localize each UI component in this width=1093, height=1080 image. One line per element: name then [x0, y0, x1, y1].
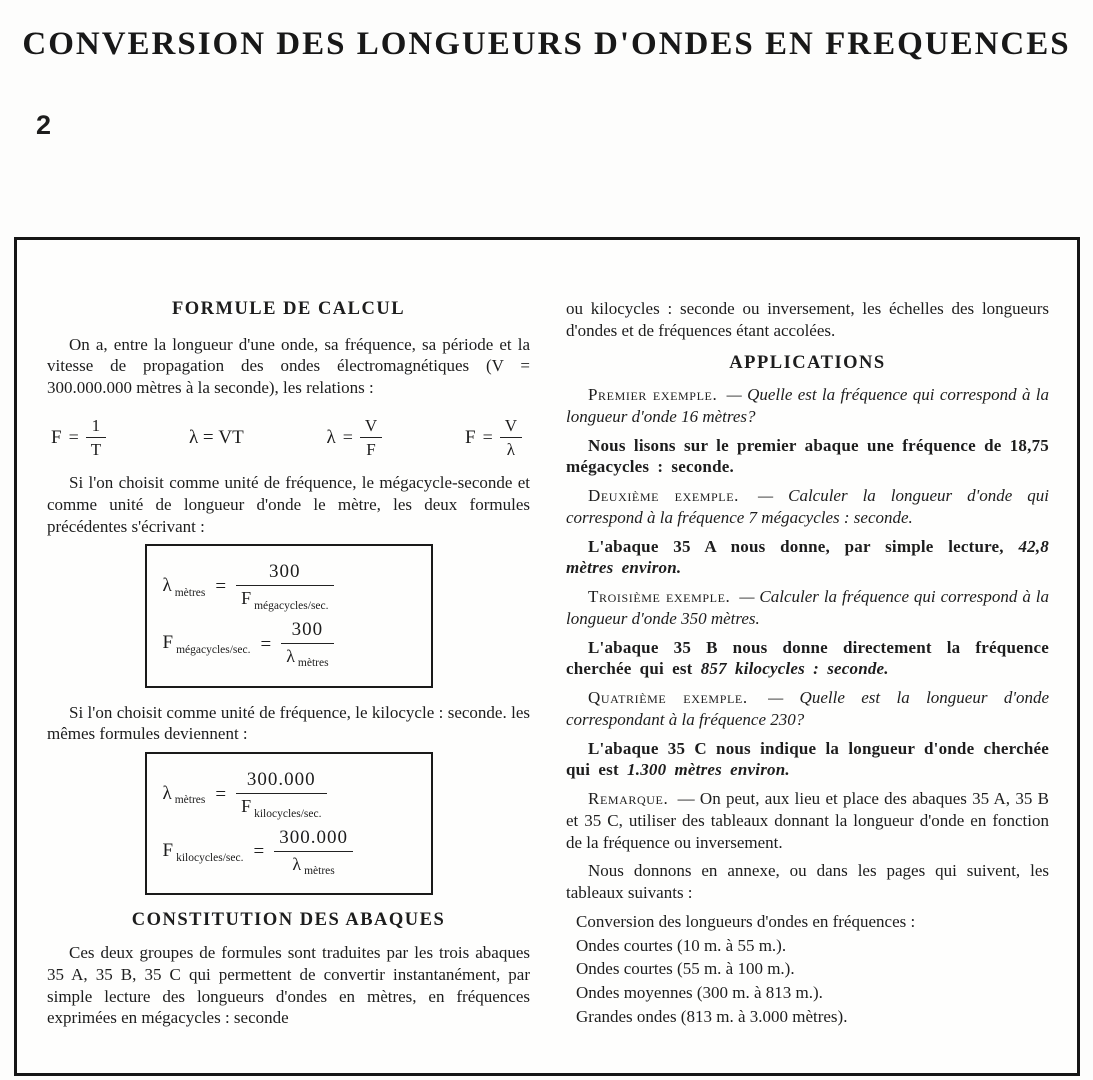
fraction-numerator: V: [500, 416, 522, 439]
equals-sign: =: [215, 575, 227, 597]
fraction: [236, 769, 326, 821]
formula-line: [163, 561, 415, 613]
formula-f-1-over-t: [51, 416, 106, 460]
formula-lhs: [163, 782, 206, 809]
formula-f-v-over-lambda: [465, 416, 522, 460]
formula-lhs: [163, 631, 251, 658]
example-question-text: — Quelle est la longueur d'onde correspondant à la fréquence 230?: [566, 688, 1049, 729]
intro-paragraph: On a, entre la longueur d'une onde, sa fréquence, sa période et la vitesse de propagation des ondes électromagnétiques (V = 300.000.000 mètres à la seconde), les relations :: [47, 334, 530, 398]
formula-lhs: [163, 839, 244, 866]
answer-text: Nous lisons sur le premier abaque une fréquence de 18,75 mégacycles : seconde.: [566, 435, 1049, 477]
denominator-subscript: mètres: [304, 865, 335, 878]
remark-paragraph: [566, 788, 1049, 853]
formula-lambda-vt: λ = VT: [188, 426, 244, 448]
lhs-subscript: mètres: [174, 794, 206, 807]
fraction-denominator: [236, 586, 333, 613]
denominator-subscript: mégacycles/sec.: [254, 599, 329, 612]
annexe-paragraph: Nous donnons en annexe, ou dans les pages qui suivent, les tableaux suivants :: [566, 861, 1049, 903]
equals-sign: =: [482, 427, 493, 448]
example-answer: [566, 738, 1049, 782]
fraction-numerator: 300.000: [236, 769, 326, 794]
example-label: Premier exemple.: [588, 385, 718, 405]
example-question-text: — Calculer la fréquence qui correspond à la longueur d'onde 350 mètres.: [566, 587, 1050, 628]
formula-lhs: F: [464, 426, 476, 448]
fraction-denominator: λ: [506, 440, 515, 460]
kilocycle-formula-box: [145, 752, 433, 895]
denominator-symbol: λ: [292, 853, 302, 874]
fraction-numerator: 1: [86, 416, 106, 439]
f-symbol: F: [162, 632, 174, 654]
fraction: [236, 561, 333, 613]
example-label: Troisième exemple.: [588, 587, 731, 607]
fraction-numerator: 300: [281, 619, 333, 644]
lhs-subscript: mégacycles/sec.: [176, 644, 251, 657]
equals-sign: =: [68, 427, 79, 448]
tables-list: [566, 911, 1049, 1028]
example-answer: [566, 536, 1049, 580]
fraction-denominator: F: [366, 440, 376, 460]
relations-formula-row: [47, 406, 530, 472]
lambda-symbol: λ: [162, 574, 172, 596]
page-title: CONVERSION DES LONGUEURS D'ONDES EN FREQUENCES: [22, 26, 1071, 62]
heading-applications: APPLICATIONS: [729, 352, 886, 373]
answer-text: L'abaque 35 B nous donne directement la fréquence cherchée qui est: [566, 637, 1049, 679]
lhs-subscript: kilocycles/sec.: [176, 852, 244, 865]
formula-lhs: [163, 574, 206, 601]
formula-line: [163, 827, 415, 879]
remark-text: — On peut, aux lieu et place des abaques 35 A, 35 B et 35 C, utiliser des tableaux donnant la longueur d'onde en fonction de la fréquence ou inversement.: [566, 789, 1049, 852]
formula-lhs: F: [51, 426, 62, 448]
equals-sign: =: [253, 841, 265, 863]
formula-lambda-v-over-f: [327, 416, 383, 460]
fraction: [281, 619, 333, 671]
lhs-subscript: mètres: [174, 586, 206, 599]
remark-label: Remarque.: [588, 789, 669, 809]
answer-text: L'abaque 35 C nous indique la longueur d'onde cherchée qui est: [566, 738, 1049, 780]
content-box: [14, 237, 1080, 1076]
example-question: [566, 687, 1049, 731]
fraction-denominator: [281, 644, 333, 671]
f-symbol: F: [162, 840, 174, 862]
answer-emphasis: 857 kilocycles : seconde.: [700, 659, 889, 679]
left-column: [47, 298, 530, 1057]
example-question: [566, 485, 1049, 529]
fraction-denominator: [236, 794, 326, 821]
right-column: [566, 298, 1049, 1057]
denominator-symbol: F: [241, 588, 252, 609]
example-label: Deuxième exemple.: [588, 486, 740, 506]
heading-formule-de-calcul: FORMULE DE CALCUL: [171, 299, 406, 319]
example-question: [566, 384, 1049, 428]
fraction-denominator: T: [90, 440, 102, 460]
answer-emphasis: 42,8 mètres environ.: [566, 536, 1049, 578]
equals-sign: =: [260, 633, 272, 655]
fraction: [274, 827, 353, 879]
answer-emphasis: 1.300 mètres environ.: [627, 760, 790, 780]
fraction-numerator: V: [360, 416, 382, 439]
equals-sign: =: [215, 783, 227, 805]
list-item: Ondes courtes (10 m. à 55 m.).: [576, 935, 787, 955]
denominator-subscript: kilocycles/sec.: [254, 807, 322, 820]
fraction-numerator: 300: [236, 561, 333, 586]
example-question-text: — Quelle est la fréquence qui correspond à la longueur d'onde 16 mètres?: [566, 385, 1050, 426]
example-question-text: — Calculer la longueur d'onde qui correspond à la fréquence 7 mégacycles : seconde.: [566, 486, 1050, 527]
megacycle-formula-box: [145, 544, 433, 687]
fraction-numerator: 300.000: [274, 827, 353, 852]
denominator-symbol: F: [241, 795, 252, 816]
list-item: Grandes ondes (813 m. à 3.000 mètres).: [576, 1006, 848, 1026]
fraction: [86, 416, 106, 460]
denominator-subscript: mètres: [297, 657, 329, 670]
fraction: [360, 416, 382, 460]
list-item: Ondes moyennes (300 m. à 813 m.).: [576, 983, 823, 1003]
denominator-symbol: λ: [286, 645, 295, 666]
equals-sign: =: [342, 427, 353, 448]
megacycle-paragraph: Si l'on choisit comme unité de fréquence, le mégacycle-seconde et comme unité de longueur d'onde le mètre, les deux formules précédentes s'écrivant :: [47, 473, 530, 536]
example-answer: [566, 637, 1049, 681]
list-intro: Conversion des longueurs d'ondes en fréquences :: [576, 911, 916, 931]
list-item: Ondes courtes (55 m. à 100 m.).: [576, 959, 795, 979]
heading-constitution-des-abaques: CONSTITUTION DES ABAQUES: [131, 910, 446, 931]
formula-line: [163, 769, 415, 821]
example-label: Quatrième exemple.: [588, 688, 748, 708]
page-number: 2: [36, 110, 52, 140]
kilocycle-paragraph: Si l'on choisit comme unité de fréquence, le kilocycle : seconde. les mêmes formules deviennent :: [47, 702, 530, 744]
answer-text: L'abaque 35 A nous donne, par simple lecture,: [588, 536, 1019, 556]
formula-line: [163, 619, 415, 671]
fraction: [500, 416, 522, 460]
constitution-paragraph: Ces deux groupes de formules sont traduites par les trois abaques 35 A, 35 B, 35 C qui permettent de convertir instantanément, par simple lecture des longueurs d'ondes en mètres, en fréquences exprimées en mégacycles : seconde: [47, 943, 530, 1028]
continuation-paragraph: ou kilocycles : seconde ou inversement, les échelles des longueurs d'ondes et de fréquences étant accolées.: [566, 299, 1049, 340]
example-question: [566, 586, 1049, 630]
fraction-denominator: [274, 852, 353, 879]
lambda-symbol: λ: [162, 782, 172, 804]
example-answer: [566, 435, 1049, 479]
formula-lhs: λ: [326, 426, 336, 448]
